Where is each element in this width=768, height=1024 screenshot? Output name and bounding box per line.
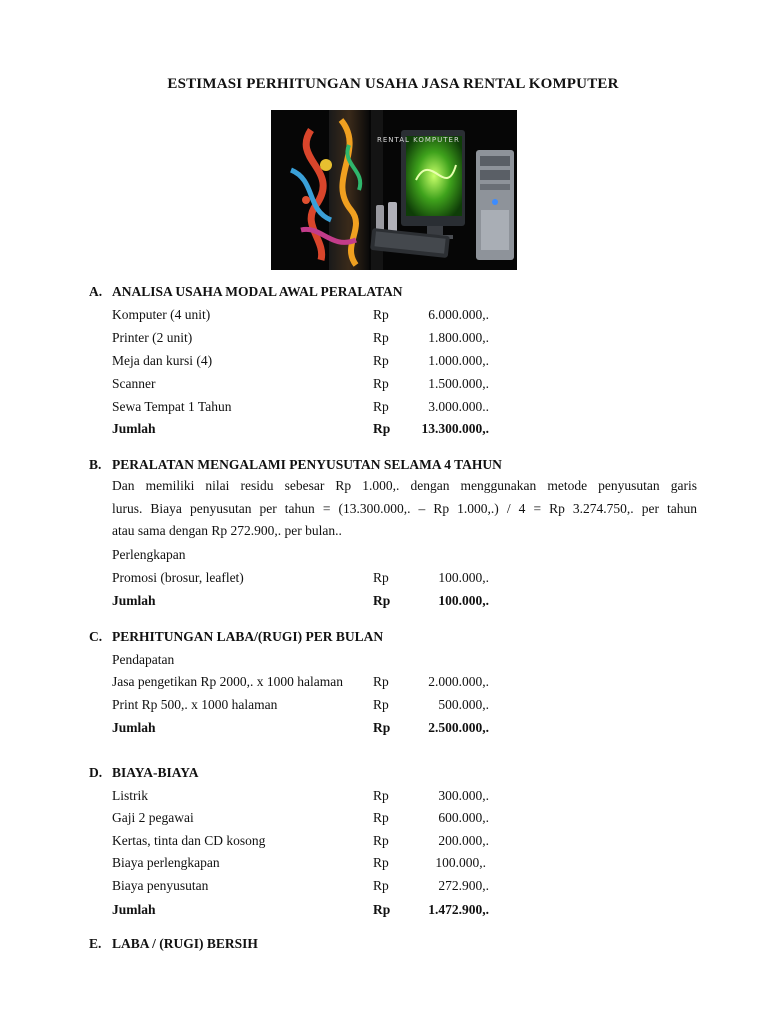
section-e-heading: E. LABA / (RUGI) BERSIH	[89, 936, 258, 951]
section-d-heading: D. BIAYA-BIAYA	[89, 765, 199, 780]
section-b-heading: B. PERALATAN MENGALAMI PENYUSUTAN SELAMA 4 TAHUN	[89, 457, 502, 472]
table-row: Biaya penyusutan Rp 272.900,.	[112, 878, 489, 893]
table-row: Printer (2 unit) Rp 1.800.000,.	[112, 330, 489, 345]
total-row: Jumlah Rp 100.000,.	[112, 593, 489, 608]
section-c-heading: C. PERHITUNGAN LABA/(RUGI) PER BULAN	[89, 629, 384, 644]
table-row: Sewa Tempat 1 Tahun Rp 3.000.000..	[112, 399, 489, 414]
document-title: ESTIMASI PERHITUNGAN USAHA JASA RENTAL KOMPUTER	[167, 76, 619, 92]
table-row: Kertas, tinta dan CD kosong Rp 200.000,.	[112, 833, 489, 848]
table-row: Gaji 2 pegawai Rp 600.000,.	[112, 810, 489, 825]
total-row: Jumlah Rp 1.472.900,.	[112, 902, 489, 917]
table-row: Jasa pengetikan Rp 2000,. x 1000 halaman Rp 2.000.000,.	[112, 674, 489, 689]
table-row: Komputer (4 unit) Rp 6.000.000,.	[112, 307, 489, 322]
image-caption: RENTAL KOMPUTER	[377, 136, 460, 144]
depreciation-paragraph: Dan memiliki nilai residu sebesar Rp 1.000,. dengan menggunakan metode penyusutan garis lurus. Biaya penyusutan per tahun = (13.300.000,. – Rp 1.000,.) / 4 = Rp 3.274.750,. per tahun atau sama dengan Rp 272.900,. per bulan..	[112, 478, 697, 538]
table-row: Print Rp 500,. x 1000 halaman Rp 500.000,.	[112, 697, 489, 712]
computer-illustration	[271, 110, 517, 270]
rental-computer-image	[271, 110, 517, 270]
section-a-heading: A. ANALISA USAHA MODAL AWAL PERALATAN	[89, 284, 403, 299]
table-row: Biaya perlengkapan Rp 100.000,.	[112, 855, 486, 870]
table-row: Listrik Rp 300.000,.	[112, 788, 489, 803]
subsection-label: Pendapatan	[112, 652, 175, 667]
total-row: Jumlah Rp 2.500.000,.	[112, 720, 489, 735]
table-row: Scanner Rp 1.500.000,.	[112, 376, 489, 391]
table-row: Promosi (brosur, leaflet) Rp 100.000,.	[112, 570, 489, 585]
subsection-label: Perlengkapan	[112, 547, 186, 562]
table-row: Meja dan kursi (4) Rp 1.000.000,.	[112, 353, 489, 368]
total-row: Jumlah Rp 13.300.000,.	[112, 421, 489, 436]
